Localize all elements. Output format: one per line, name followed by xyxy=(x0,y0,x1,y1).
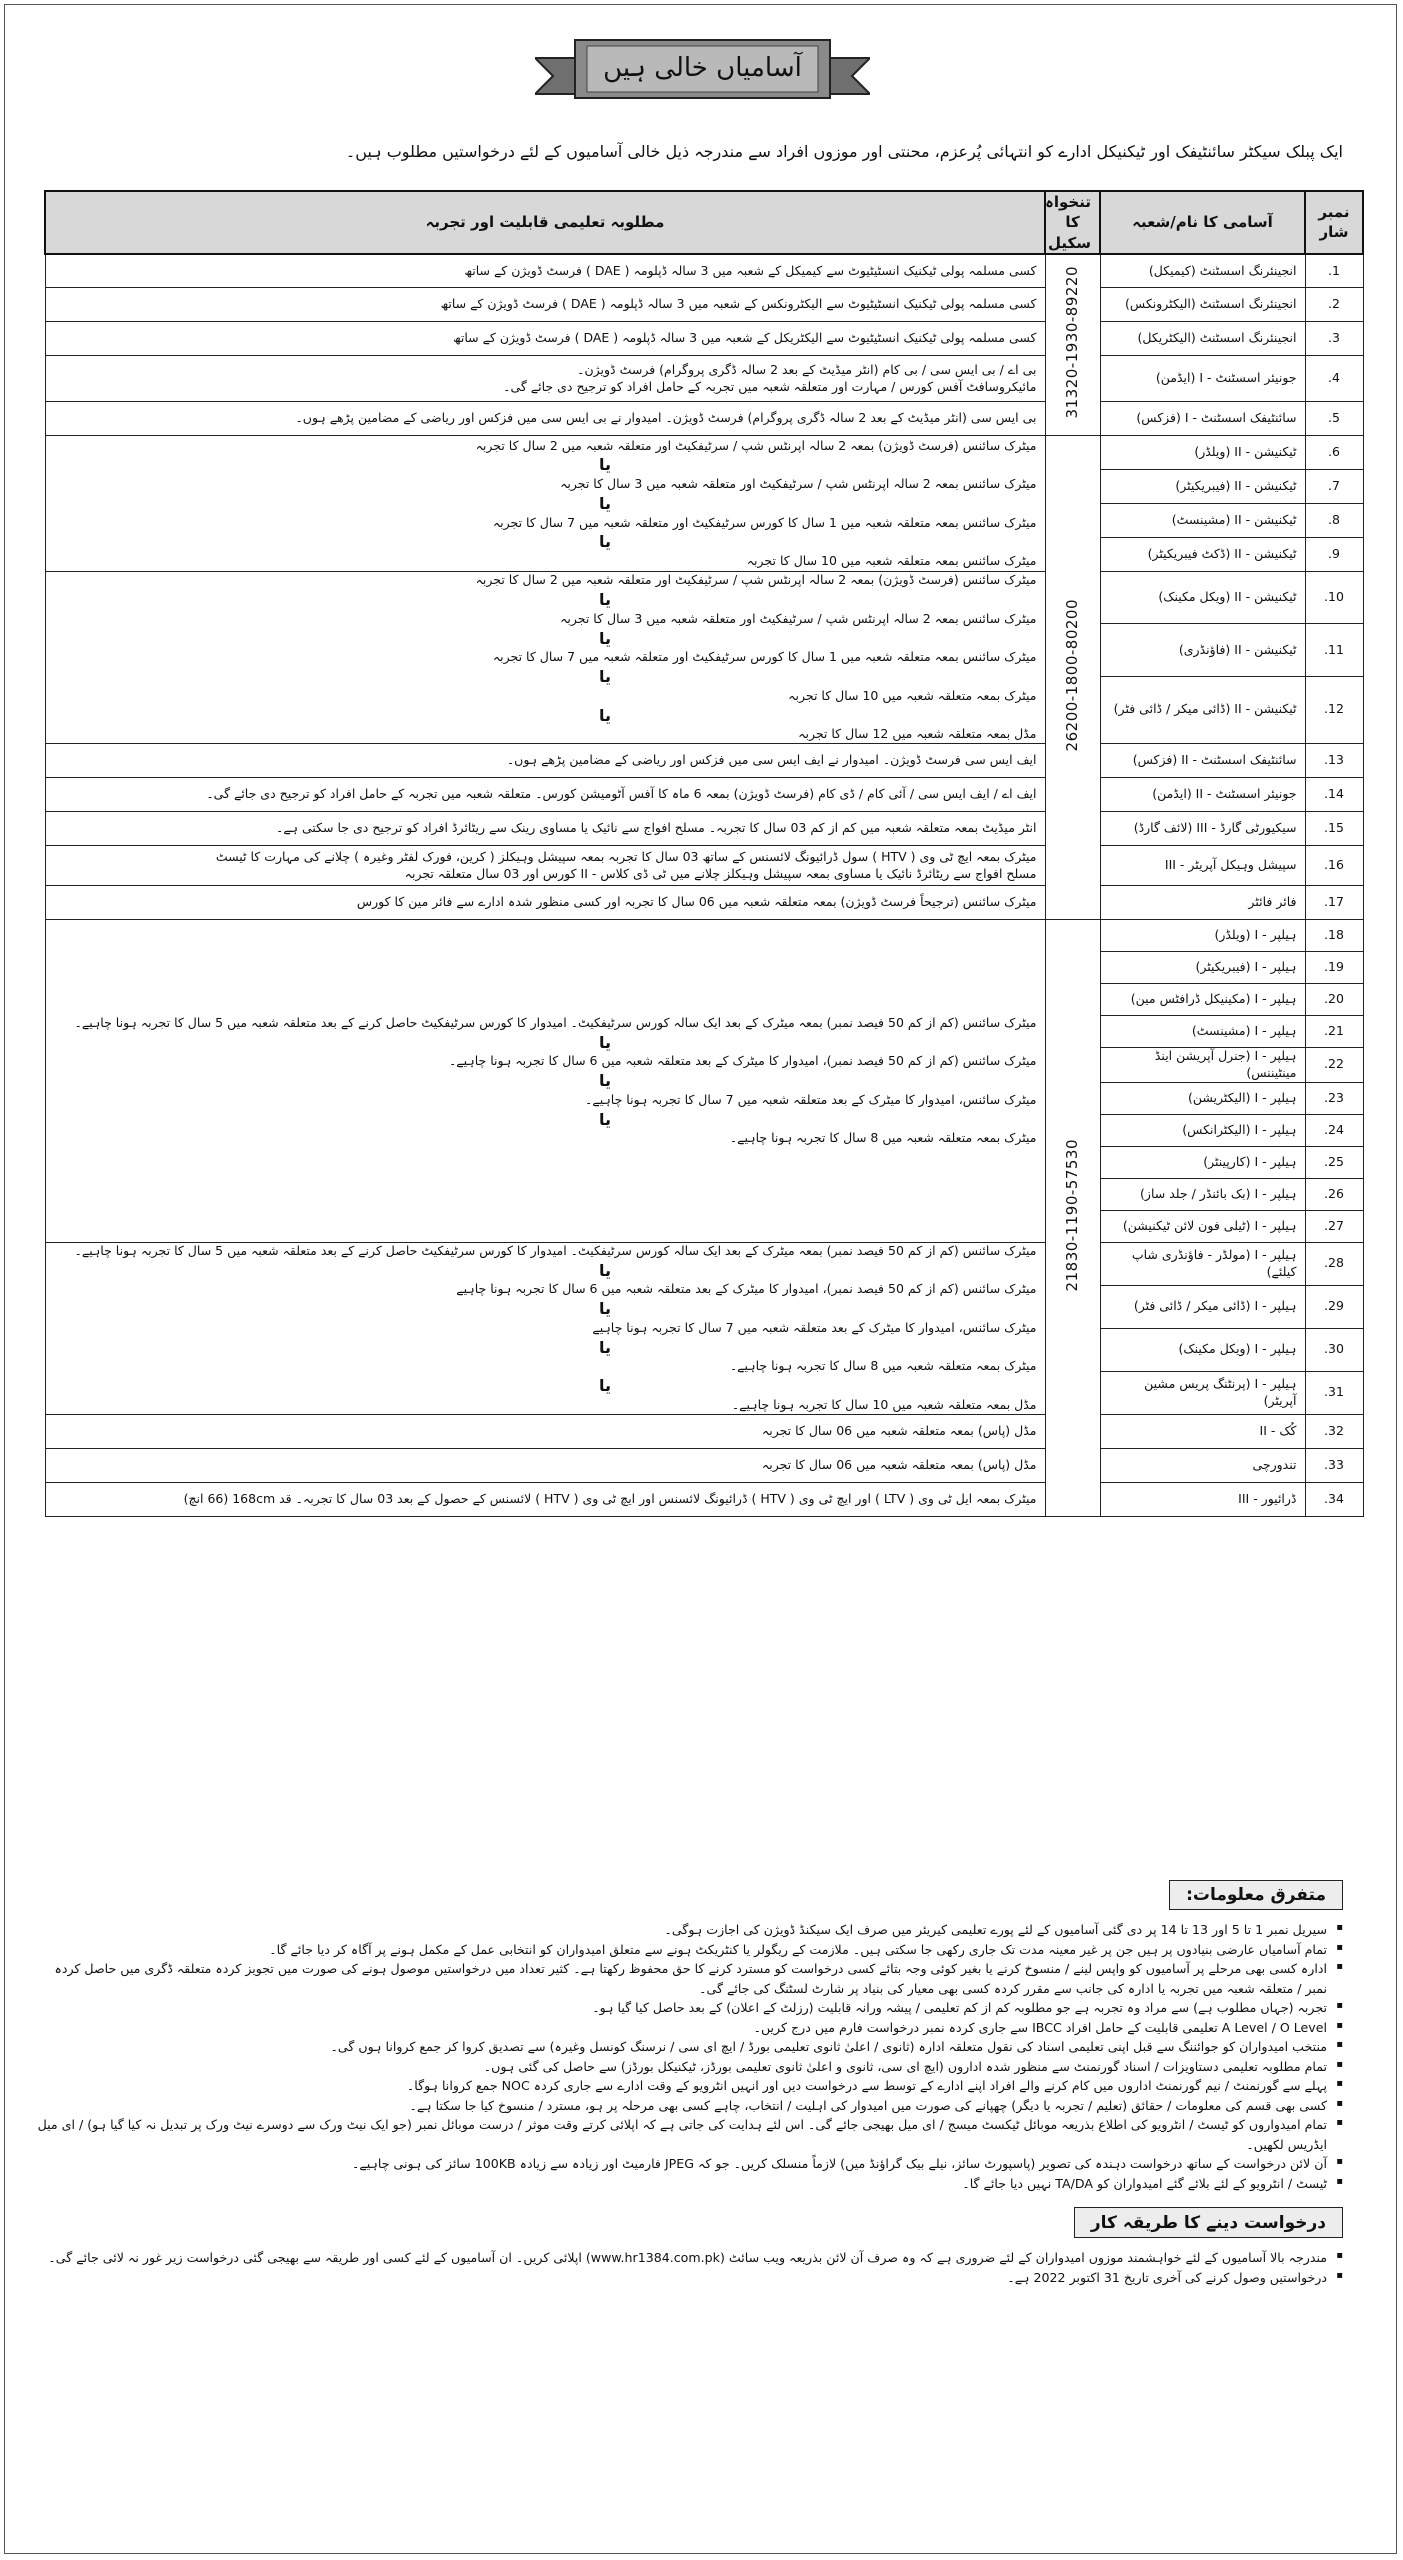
or-separator: یا xyxy=(598,455,611,475)
vacancy-table xyxy=(44,190,1364,1517)
list-item: ▪ تمام مطلوبہ تعلیمی دستاویزات / اسناد گورنمنٹ سے منظور شدہ اداروں (ایچ ای سی، ثانوی و اعلیٰ ثانوی تعلیمی بورڈز، ٹیکنیکل بورڈز) سے حاصل کی گئی ہوں۔ xyxy=(33,2057,1343,2077)
row-post-name: ہیلپر - I (ویکل مکینک) xyxy=(1100,1328,1305,1371)
row-serial: 17. xyxy=(1305,886,1363,920)
row-qualification xyxy=(45,1482,1045,1516)
table-row xyxy=(45,812,1363,846)
row-qualification xyxy=(45,254,1045,288)
row-serial: 7. xyxy=(1305,470,1363,504)
qualification-line: مڈل بمعہ متعلقہ شعبہ میں 12 سال کا تجربہ xyxy=(798,726,1037,742)
or-separator: یا xyxy=(598,667,611,687)
qualification-line: میٹرک سائنس بمعہ متعلقہ شعبہ میں 1 سال کا کورس سرٹیفکیٹ اور متعلقہ شعبہ میں 7 سال کا تجربہ xyxy=(492,514,1037,530)
table-row xyxy=(45,1414,1363,1448)
row-qualification-group xyxy=(45,436,1045,572)
row-qualification xyxy=(45,1448,1045,1482)
list-item: ▪ تجربہ (جہاں مطلوب ہے) سے مراد وہ تجربہ ہے جو مطلوبہ کم از کم تعلیمی / پیشہ ورانہ قابلیت (رزلٹ کے اعلان) کے بعد حاصل کیا گیا ہو۔ xyxy=(33,1998,1343,2018)
table-row xyxy=(45,356,1363,402)
qualification-line: ایف اے / ایف ایس سی / آئی کام / ڈی کام (فرسٹ ڈویژن) بمعہ 6 ماہ کا آفس آٹومیشن کورس۔ متعلقہ شعبہ میں تجربہ کے حامل افراد کو ترجیح دی جائے گی۔ xyxy=(206,786,1037,802)
or-separator: یا xyxy=(598,628,611,648)
pay-scale-label: 26200-1800-80200 xyxy=(1063,598,1082,752)
qualification-line: میٹرک بمعہ متعلقہ شعبہ میں 10 سال کا تجربہ xyxy=(788,687,1037,703)
or-separator: یا xyxy=(598,705,611,725)
row-post-name: سپیشل وہیکل آپریٹر - III xyxy=(1100,846,1305,886)
or-separator: یا xyxy=(598,1032,611,1052)
or-separator: یا xyxy=(598,493,611,513)
row-post-name: انجینئرنگ اسسٹنٹ (الیکٹریکل) xyxy=(1100,322,1305,356)
qualification-line: مائیکروسافٹ آفس کورس / مہارت اور متعلقہ شعبہ میں تجربہ کے حامل افراد کو ترجیح دی جائے گی۔ xyxy=(503,378,1037,394)
qualification-line: بی اے / بی ایس سی / بی کام (انٹر میڈیٹ کے بعد 2 سالہ ڈگری پروگرام) فرسٹ ڈویژن۔ xyxy=(577,361,1037,377)
row-serial: 23. xyxy=(1305,1082,1363,1114)
row-serial: 31. xyxy=(1305,1371,1363,1414)
table-row xyxy=(45,778,1363,812)
row-serial: 28. xyxy=(1305,1242,1363,1285)
qualification-line: ایف ایس سی فرسٹ ڈویژن۔ امیدوار نے ایف ایس سی میں فزکس اور ریاضی کے مضامین پڑھے ہوں۔ xyxy=(506,752,1037,768)
row-post-name: ٹیکنیشن - II (فاؤنڈری) xyxy=(1100,624,1305,676)
table-row xyxy=(45,1448,1363,1482)
table-row xyxy=(45,288,1363,322)
header-qualification: مطلوبہ تعلیمی قابلیت اور تجربہ xyxy=(45,191,1045,254)
qualification-line: میٹرک سائنس (فرسٹ ڈویژن) بمعہ 2 سالہ اپرنٹس شپ / سرٹیفکیٹ اور متعلقہ شعبہ میں 2 سال کا تجربہ xyxy=(475,437,1037,453)
list-item: ▪ تمام آسامیاں عارضی بنیادوں پر ہیں جن پر غیر معینہ مدت تک جاری رکھی جا سکتی ہیں۔ ملازمت کے ریگولر یا کنٹریکٹ ہونے سے متعلق امیدواران کو انتخابی عمل کے مکمل ہونے پر آگاہ کر دیا جائے گا۔ xyxy=(33,1940,1343,1960)
table-row xyxy=(45,572,1363,624)
row-serial: 12. xyxy=(1305,676,1363,744)
qualification-line: میٹرک سائنس (کم از کم 50 فیصد نمبر) بمعہ میٹرک کے بعد ایک سالہ کورس سرٹیفکیٹ۔ امیدوار کا کورس سرٹیفکیٹ حاصل کرنے کے بعد متعلقہ شعبہ میں 5 سال کا تجربہ ہونا چاہیے۔ xyxy=(74,1014,1037,1030)
or-separator: یا xyxy=(598,1071,611,1091)
row-post-name: ڈرائیور - III xyxy=(1100,1482,1305,1516)
header-scale: تنخواہ کا سکیل xyxy=(1045,191,1100,254)
row-post-name: ہیلپر - I (مکینیکل ڈرافٹس مین) xyxy=(1100,984,1305,1016)
row-post-name: انجینئرنگ اسسٹنٹ (الیکٹرونکس) xyxy=(1100,288,1305,322)
qualification-line: میٹرک سائنس بمعہ متعلقہ شعبہ میں 10 سال کا تجربہ xyxy=(746,553,1037,569)
qualification-line: میٹرک سائنس بمعہ 2 سالہ اپرنٹس شپ / سرٹیفکیٹ اور متعلقہ شعبہ میں 3 سال کا تجربہ xyxy=(560,476,1037,492)
row-serial: 19. xyxy=(1305,952,1363,984)
table-row xyxy=(45,744,1363,778)
row-post-name: ٹیکنیشن - II (ویکل مکینک) xyxy=(1100,572,1305,624)
row-serial: 13. xyxy=(1305,744,1363,778)
or-separator: یا xyxy=(598,590,611,610)
apply-list xyxy=(33,2248,1343,2287)
misc-heading: متفرق معلومات: xyxy=(1169,1880,1343,1910)
row-post-name: سیکیورٹی گارڈ - III (لائف گارڈ) xyxy=(1100,812,1305,846)
row-qualification xyxy=(45,356,1045,402)
qualification-line: بی ایس سی (انٹر میڈیٹ کے بعد 2 سالہ ڈگری پروگرام) فرسٹ ڈویژن۔ امیدوار نے بی ایس سی میں فزکس اور ریاضی کے مضامین پڑھے ہوں۔ xyxy=(295,410,1037,426)
row-serial: 33. xyxy=(1305,1448,1363,1482)
table-body xyxy=(45,254,1363,1516)
row-serial: 27. xyxy=(1305,1210,1363,1242)
qualification-line: میٹرک سائنس (کم از کم 50 فیصد نمبر) بمعہ میٹرک کے بعد ایک سالہ کورس سرٹیفکیٹ۔ امیدوار کا کورس سرٹیفکیٹ حاصل کرنے کے بعد متعلقہ شعبہ میں 5 سال کا تجربہ ہونا چاہیے۔ xyxy=(74,1242,1037,1258)
row-serial: 9. xyxy=(1305,538,1363,572)
qualification-line: مڈل (پاس) بمعہ متعلقہ شعبہ میں 06 سال کا تجربہ xyxy=(761,1456,1037,1472)
row-post-name: ہیلپر - I (پرنٹنگ پریس مشین آپریٹر) xyxy=(1100,1371,1305,1414)
list-item: ▪ ٹیسٹ / انٹرویو کے لئے بلائے گئے امیدواران کو TA/DA نہیں دیا جائے گا۔ xyxy=(33,2174,1343,2194)
row-qualification xyxy=(45,744,1045,778)
row-qualification xyxy=(45,886,1045,920)
list-item: ▪ کسی بھی قسم کی معلومات / حقائق (تعلیم / تجربہ یا دیگر) چھپانے کی صورت میں امیدوار کی اہلیت / انتخاب، چاہے کسی بھی مرحلہ پر ہو، مسترد / منسوخ کیا جا سکتا ہے۔ xyxy=(33,2096,1343,2116)
row-serial: 32. xyxy=(1305,1414,1363,1448)
row-post-name: ہیلپر - I (الیکٹرانکس) xyxy=(1100,1114,1305,1146)
row-serial: 25. xyxy=(1305,1146,1363,1178)
table-row xyxy=(45,254,1363,288)
list-item: ▪ سیریل نمبر 1 تا 5 اور 13 تا 14 پر دی گئی آسامیوں کے لئے پورے تعلیمی کیریئر میں صرف ایک سیکنڈ ڈویژن کی اجازت ہوگی۔ xyxy=(33,1920,1343,1940)
row-serial: 20. xyxy=(1305,984,1363,1016)
row-qualification xyxy=(45,846,1045,886)
row-pay-scale xyxy=(1045,436,1100,920)
or-separator: یا xyxy=(598,1376,611,1396)
row-qualification xyxy=(45,322,1045,356)
qualification-line: میٹرک سائنس، امیدوار کا میٹرک کے بعد متعلقہ شعبہ میں 7 سال کا تجربہ ہونا چاہیے۔ xyxy=(585,1091,1037,1107)
table-row xyxy=(45,322,1363,356)
list-item: ▪ آن لائن درخواست کے ساتھ درخواست دہندہ کی تصویر (پاسپورٹ سائز، نیلے بیک گراؤنڈ میں) لازماً منسلک کریں۔ جو کہ JPEG فارمیٹ اور زیادہ سے زیادہ 100KB سائز کی ہونی چاہیے۔ xyxy=(33,2154,1343,2174)
or-separator: یا xyxy=(598,1337,611,1357)
row-post-name: ٹیکنیشن - II (مشینسٹ) xyxy=(1100,504,1305,538)
row-post-name: ہیلپر - I (ڈائی میکر / ڈائی فٹر) xyxy=(1100,1285,1305,1328)
list-item: ▪ مندرجہ بالا آسامیوں کے لئے خواہشمند موزوں امیدواران کے لئے ضروری ہے کہ وہ صرف آن لائن بذریعہ ویب سائٹ (www.hr1384.com.pk) اپلائی کریں۔ ان آسامیوں کے لئے کسی اور طریقہ سے بھیجی گئی درخواست زیر غور نہ لائی جائے گی۔ xyxy=(33,2248,1343,2268)
or-separator: یا xyxy=(598,532,611,552)
or-separator: یا xyxy=(598,1299,611,1319)
banner-title: آسامیاں خالی ہیں xyxy=(603,53,802,83)
row-serial: 21. xyxy=(1305,1016,1363,1048)
apply-heading: درخواست دینے کا طریقہ کار xyxy=(1074,2207,1343,2238)
row-serial: 3. xyxy=(1305,322,1363,356)
table-row xyxy=(45,886,1363,920)
row-post-name: کُک - II xyxy=(1100,1414,1305,1448)
misc-list xyxy=(33,1920,1343,2193)
qualification-line: مسلح افواج سے ریٹائرڈ نائیک یا مساوی بمعہ سپیشل وہیکلز چلانے میں ٹی ڈی کلاس - II کورس اور 03 سال متعلقہ تجربہ xyxy=(404,865,1037,881)
row-post-name: ٹیکنیشن - II (ڈکٹ فیبریکیٹر) xyxy=(1100,538,1305,572)
or-separator: یا xyxy=(598,1109,611,1129)
row-post-name: ہیلپر - I (مولڈر - فاؤنڈری شاپ کیلئے) xyxy=(1100,1242,1305,1285)
row-serial: 16. xyxy=(1305,846,1363,886)
qualification-line: کسی مسلمہ پولی ٹیکنیک انسٹیٹیوٹ سے الیکٹرونکس کے شعبہ میں 3 سالہ ڈپلومہ ( DAE ) فرسٹ ڈویژن کے ساتھ xyxy=(440,296,1037,312)
row-serial: 6. xyxy=(1305,436,1363,470)
row-qualification-group xyxy=(45,1242,1045,1414)
list-item: ▪ تمام امیدواروں کو ٹیسٹ / انٹرویو کی اطلاع بذریعہ موبائل ٹیکسٹ میسج / ای میل بھیجی جائے گی۔ اس لئے ہدایت کی جاتی ہے کہ اپلائی کرتے وقت موثر / درست موبائل نمبر (جو ایک نیٹ ورک سے دوسرے نیٹ ورک پر تبدیل نہ کیا گیا ہو) / ای میل ایڈریس لکھیں۔ xyxy=(33,2115,1343,2154)
qualification-line: کسی مسلمہ پولی ٹیکنیک انسٹیٹیوٹ سے کیمیکل کے شعبہ میں 3 سالہ ڈپلومہ ( DAE ) فرسٹ ڈویژن کے ساتھ xyxy=(464,262,1037,278)
qualification-line: میٹرک بمعہ ایچ ٹی وی ( HTV ) سول ڈرائیونگ لائسنس کے ساتھ 03 سال کا تجربہ بمعہ سپیشل وہیکلز ( کرین، فورک لفٹر وغیرہ ) چلانے کی مہارت کا ٹیسٹ xyxy=(215,848,1037,864)
row-post-name: سائنٹیفک اسسٹنٹ - I (فزکس) xyxy=(1100,402,1305,436)
qualification-line: میٹرک سائنس (کم از کم 50 فیصد نمبر)، امیدوار کا میٹرک کے بعد متعلقہ شعبہ میں 6 سال کا تجربہ ہونا چاہیے۔ xyxy=(448,1053,1037,1069)
row-qualification-group xyxy=(45,920,1045,1243)
header-post: آسامی کا نام/شعبہ xyxy=(1100,191,1305,254)
row-serial: 8. xyxy=(1305,504,1363,538)
row-serial: 4. xyxy=(1305,356,1363,402)
list-item: ▪ منتخب امیدواران کو جوائننگ سے قبل اپنی تعلیمی اسناد کی نقول متعلقہ ادارہ (ثانوی / اعلیٰ ثانوی تعلیمی بورڈ / ایچ ای سی / نرسنگ کونسل وغیرہ) سے تصدیق کروا کر جمع کروانا ہوں گی۔ xyxy=(33,2037,1343,2057)
qualification-line: مڈل بمعہ متعلقہ شعبہ میں 10 سال کا تجربہ ہونا چاہیے۔ xyxy=(731,1396,1037,1412)
qualification-line: میٹرک سائنس بمعہ 2 سالہ اپرنٹس شپ / سرٹیفکیٹ اور متعلقہ شعبہ میں 3 سال کا تجربہ xyxy=(560,610,1037,626)
row-post-name: ہیلپر - I (بک بائنڈر / جلد ساز) xyxy=(1100,1178,1305,1210)
list-item: ▪ ادارہ کسی بھی مرحلے پر آسامیوں کو واپس لینے / منسوخ کرنے یا بغیر کوئی وجہ بتائے کسی درخواست کو مسترد کرنے کا حق محفوظ رکھتا ہے۔ کثیر تعداد میں درخواستیں موصول ہونے کی صورت میں تجویز کردہ متعلقہ ڈگری میں حاصل کردہ نمبر / متعلقہ شعبہ میں تجربہ یا ادارہ کی جانب سے مقرر کردہ کسی بھی معیار کی بنیاد پر شارٹ لسٹنگ کی جائے گی۔ xyxy=(33,1959,1343,1998)
row-post-name: فائر فائٹر xyxy=(1100,886,1305,920)
row-qualification xyxy=(45,1414,1045,1448)
row-serial: 2. xyxy=(1305,288,1363,322)
row-post-name: ہیلپر - I (ویلڈر) xyxy=(1100,920,1305,952)
qualification-line: میٹرک سائنس (کم از کم 50 فیصد نمبر)، امیدوار کا میٹرک کے بعد متعلقہ شعبہ میں 6 سال کا تجربہ ہونا چاہیے xyxy=(456,1281,1037,1297)
row-pay-scale xyxy=(1045,920,1100,1517)
qualification-line: میٹرک بمعہ متعلقہ شعبہ میں 8 سال کا تجربہ ہونا چاہیے۔ xyxy=(729,1358,1037,1374)
qualification-line: میٹرک سائنس بمعہ متعلقہ شعبہ میں 1 سال کا کورس سرٹیفکیٹ اور متعلقہ شعبہ میں 7 سال کا تجربہ xyxy=(492,649,1037,665)
row-pay-scale xyxy=(1045,254,1100,436)
row-qualification xyxy=(45,812,1045,846)
row-qualification xyxy=(45,288,1045,322)
or-separator: یا xyxy=(598,1260,611,1280)
row-post-name: ہیلپر - I (مشینسٹ) xyxy=(1100,1016,1305,1048)
qualification-line: مڈل (پاس) بمعہ متعلقہ شعبہ میں 06 سال کا تجربہ xyxy=(761,1422,1037,1438)
row-serial: 34. xyxy=(1305,1482,1363,1516)
row-post-name: ہیلپر - I (کارپینٹر) xyxy=(1100,1146,1305,1178)
table-row xyxy=(45,1242,1363,1285)
row-serial: 29. xyxy=(1305,1285,1363,1328)
row-post-name: ٹیکنیشن - II (ڈائی میکر / ڈائی فٹر) xyxy=(1100,676,1305,744)
table-row xyxy=(45,402,1363,436)
table-row xyxy=(45,1482,1363,1516)
qualification-line: میٹرک بمعہ متعلقہ شعبہ میں 8 سال کا تجربہ ہونا چاہیے۔ xyxy=(729,1130,1037,1146)
qualification-line: میٹرک سائنس، امیدوار کا میٹرک کے بعد متعلقہ شعبہ میں 7 سال کا تجربہ ہونا چاہیے xyxy=(592,1319,1037,1335)
row-serial: 30. xyxy=(1305,1328,1363,1371)
row-post-name: سائنٹیفک اسسٹنٹ - II (فزکس) xyxy=(1100,744,1305,778)
row-serial: 26. xyxy=(1305,1178,1363,1210)
pay-scale-label: 31320-1930-89220 xyxy=(1063,266,1082,419)
header-serial: نمبر شار xyxy=(1305,191,1363,254)
row-post-name: ہیلپر - I (ٹیلی فون لائن ٹیکنیشن) xyxy=(1100,1210,1305,1242)
row-serial: 1. xyxy=(1305,254,1363,288)
pay-scale-label: 21830-1190-57530 xyxy=(1063,1139,1082,1292)
row-post-name: جونیئر اسسٹنٹ - II (ایڈمن) xyxy=(1100,778,1305,812)
row-serial: 14. xyxy=(1305,778,1363,812)
row-serial: 5. xyxy=(1305,402,1363,436)
table-header-row xyxy=(45,191,1363,254)
row-serial: 24. xyxy=(1305,1114,1363,1146)
qualification-line: میٹرک سائنس (ترجیحاً فرسٹ ڈویژن) بمعہ متعلقہ شعبہ میں 06 سال کا تجربہ اور کسی منظور شدہ ادارے سے فائر مین کا کورس xyxy=(356,894,1037,910)
row-post-name: ہیلپر - I (جنرل آپریشن اینڈ مینٹیننس) xyxy=(1100,1048,1305,1083)
row-serial: 22. xyxy=(1305,1048,1363,1083)
row-qualification xyxy=(45,778,1045,812)
row-serial: 10. xyxy=(1305,572,1363,624)
qualification-line: انٹر میڈیٹ بمعہ متعلقہ شعبہ میں کم از کم 03 سال کا تجربہ۔ مسلح افواج سے نائیک یا مساوی رینک سے ریٹائرڈ افراد کو ترجیح دی جا سکتی ہے۔ xyxy=(276,820,1037,836)
row-post-name: انجینئرنگ اسسٹنٹ (کیمیکل) xyxy=(1100,254,1305,288)
row-post-name: جونیئر اسسٹنٹ - I (ایڈمن) xyxy=(1100,356,1305,402)
table-row xyxy=(45,436,1363,470)
list-item: ▪ A Level / O Level تعلیمی قابلیت کے حامل افراد IBCC سے جاری کردہ نمبر درخواست فارم میں درج کریں۔ xyxy=(33,2018,1343,2038)
row-post-name: ہیلپر - I (فیبریکیٹر) xyxy=(1100,952,1305,984)
row-post-name: ٹیکنیشن - II (ویلڈر) xyxy=(1100,436,1305,470)
list-item: ▪ پہلے سے گورنمنٹ / نیم گورنمنٹ اداروں میں کام کرنے والے افراد اپنے ادارے کے توسط سے درخواست دیں اور انہیں انٹرویو کے وقت ادارے سے جاری کردہ NOC جمع کروانا ہوگا۔ xyxy=(33,2076,1343,2096)
row-qualification xyxy=(45,402,1045,436)
row-post-name: ہیلپر - I (الیکٹریشن) xyxy=(1100,1082,1305,1114)
qualification-line: میٹرک سائنس (فرسٹ ڈویژن) بمعہ 2 سالہ اپرنٹس شپ / سرٹیفکیٹ اور متعلقہ شعبہ میں 2 سال کا تجربہ xyxy=(475,572,1037,588)
qualification-line: کسی مسلمہ پولی ٹیکنیک انسٹیٹیوٹ سے الیکٹریکل کے شعبہ میں 3 سالہ ڈپلومہ ( DAE ) فرسٹ ڈویژن کے ساتھ xyxy=(452,330,1037,346)
list-item: ▪ درخواستیں وصول کرنے کی آخری تاریخ 31 اکتوبر 2022 ہے۔ xyxy=(33,2268,1343,2288)
table-row xyxy=(45,920,1363,952)
row-post-name: ٹیکنیشن - II (فیبریکیٹر) xyxy=(1100,470,1305,504)
row-serial: 18. xyxy=(1305,920,1363,952)
row-post-name: تندورچی xyxy=(1100,1448,1305,1482)
row-qualification-group xyxy=(45,572,1045,744)
intro-text: ایک پبلک سیکٹر سائنٹیفک اور ٹیکنیکل ادارے کو انتہائی پُرعزم، محنتی اور موزوں افراد سے مندرجہ ذیل خالی آسامیوں کے لئے درخواستیں مطلوب ہیں۔ xyxy=(345,142,1343,161)
row-serial: 11. xyxy=(1305,624,1363,676)
qualification-line: میٹرک بمعہ ایل ٹی وی ( LTV ) اور ایچ ٹی وی ( HTV ) ڈرائیونگ لائسنس اور ایچ ٹی وی ( HTV ) لائسنس کے حصول کے بعد 03 سال کا تجربہ۔ قد 168cm (66 انچ) xyxy=(183,1490,1037,1506)
table-row xyxy=(45,846,1363,886)
row-serial: 15. xyxy=(1305,812,1363,846)
